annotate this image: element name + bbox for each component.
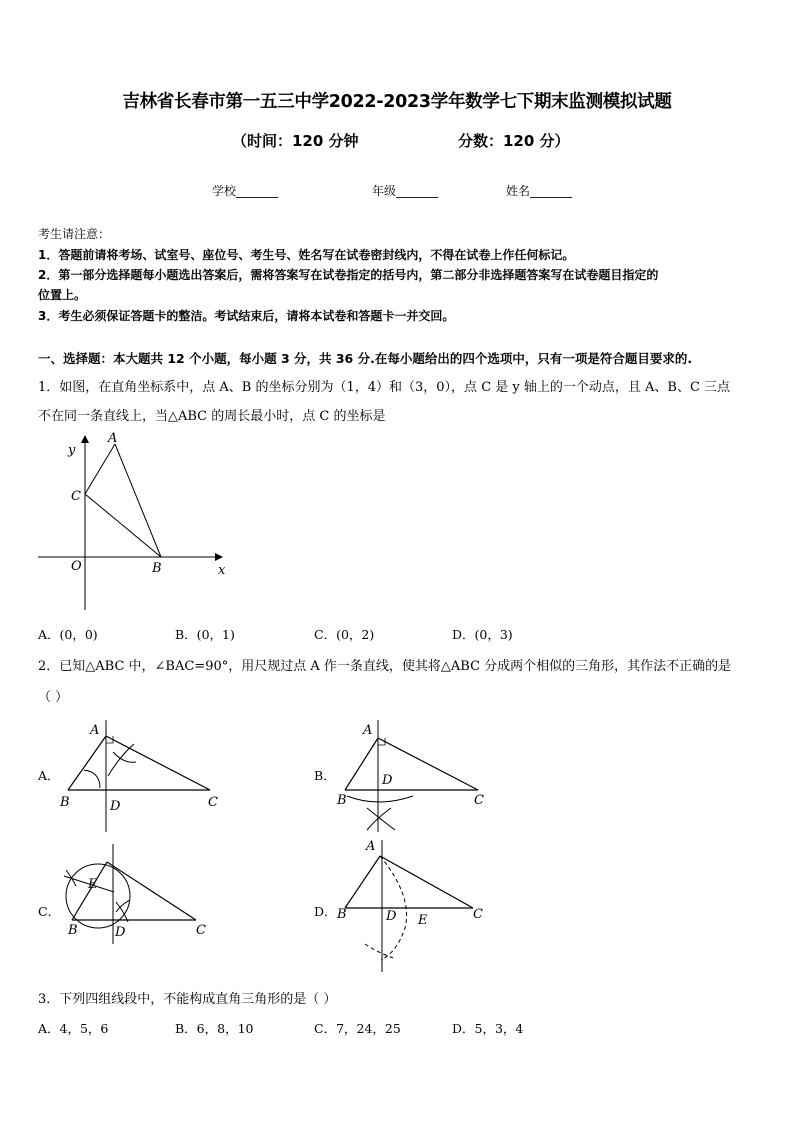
q2-option-b-label[interactable]: B． [314,768,336,783]
svg-text:D: D [115,925,126,940]
point-b-label: B [152,561,162,576]
y-axis-label: y [68,443,76,458]
q3-text: 3．下列四组线段中，不能构成直角三角形的是（ ） [38,992,337,1007]
svg-text:E: E [418,913,428,928]
svg-text:A: A [363,723,373,738]
q3-option-d[interactable]: D．5，3，4 [452,1021,524,1036]
svg-text:B: B [337,907,347,922]
x-axis-label: x [218,563,226,578]
point-a-label: A [108,431,118,446]
q1-option-d[interactable]: D．(0，3) [452,627,513,642]
svg-text:C: C [196,923,206,938]
svg-text:E: E [88,877,98,892]
exam-score: 分数：120 分） [458,132,570,150]
svg-text:B: B [60,795,70,810]
svg-text:D: D [386,909,397,924]
q2-option-c-figure[interactable] [56,840,216,945]
q2-option-d-figure[interactable] [333,836,503,976]
section-heading: 一、选择题：本大题共 12 个小题，每小题 3 分，共 36 分.在每小题给出的四个选项中，只有一项是符合题目要求的. [38,351,693,366]
notice-item-1: 1．答题前请将考场、试室号、座位号、考生号、姓名写在试卷密封线内，不得在试卷上作任何标记。 [38,248,575,262]
school-field: 学校_______ [212,184,279,198]
origin-label: O [71,559,82,574]
q1-option-b[interactable]: B．(0，1) [175,627,235,642]
q1-option-c[interactable]: C．(0，2) [314,627,375,642]
grade-field: 年级_______ [372,184,439,198]
q2-option-c-label[interactable]: C． [38,904,61,919]
notice-item-2-cont: 位置上。 [38,288,87,302]
page-title: 吉林省长春市第一五三中学2022-2023学年数学七下期末监测模拟试题 [122,92,672,112]
q2-option-b-figure[interactable] [333,712,503,837]
q2-option-a-figure[interactable] [58,712,228,837]
q1-text-line2: 不在同一条直线上，当△ABC 的周长最小时，点 C 的坐标是 [38,409,386,424]
q2-option-a-label[interactable]: A． [38,768,60,783]
notice-item-3: 3．考生必须保证答题卡的整洁。考试结束后，请将本试卷和答题卡一并交回。 [38,309,455,323]
svg-text:D: D [110,799,121,814]
svg-text:B: B [337,793,347,808]
svg-text:C: C [473,907,483,922]
svg-text:A: A [90,723,100,738]
svg-text:C: C [474,793,484,808]
notice-heading: 考生请注意： [38,227,111,241]
q3-option-a[interactable]: A．4，5，6 [38,1021,109,1036]
svg-text:A: A [366,839,376,854]
q1-coordinate-figure [30,428,240,618]
svg-text:B: B [68,923,78,938]
exam-time: （时间：120 分钟 [232,132,359,150]
q2-text-line1: 2．已知△ABC 中，∠BAC=90°，用尺规过点 A 作一条直线，使其将△ABC 分成两个相似的三角形，其作法不正确的是 [38,659,732,674]
svg-text:C: C [208,795,218,810]
svg-text:D: D [382,773,393,788]
point-c-label: C [71,489,81,504]
q2-text-line2: （ ） [38,690,69,705]
q3-option-c[interactable]: C．7，24，25 [314,1021,401,1036]
name-field: 姓名_______ [506,184,573,198]
q3-option-b[interactable]: B．6，8，10 [175,1021,254,1036]
q1-text-line1: 1．如图，在直角坐标系中，点 A、B 的坐标分别为（1，4）和（3，0），点 C 是 y 轴上的一个动点，且 A、B、C 三点 [38,380,731,395]
q2-option-d-label[interactable]: D． [314,904,337,919]
notice-item-2: 2．第一部分选择题每小题选出答案后，需将答案写在试卷指定的括号内，第二部分非选择题答案写在试卷题目指定的 [38,268,659,282]
q1-option-a[interactable]: A．(0，0) [38,627,98,642]
